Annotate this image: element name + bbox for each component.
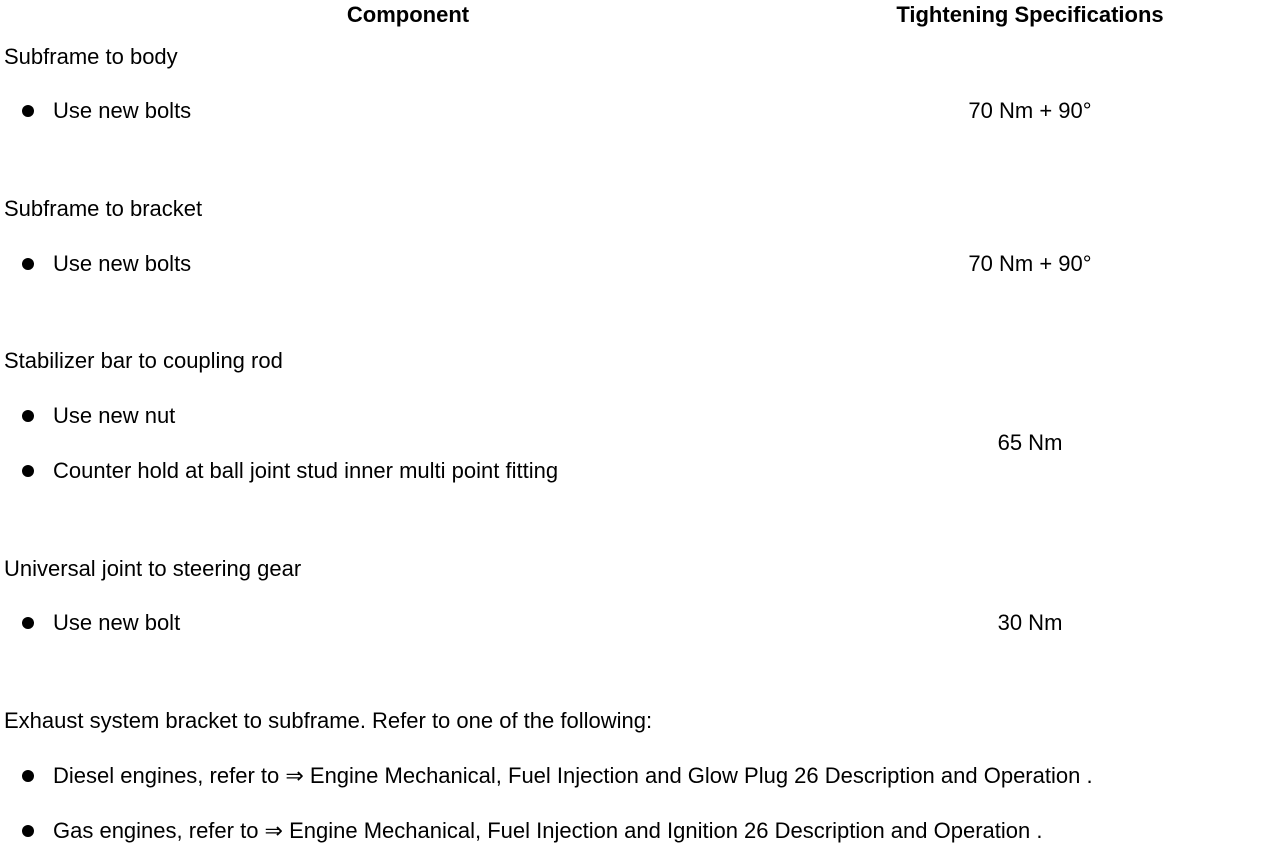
list-item-label: Gas engines, refer to ⇒ Engine Mechanical, Fuel Injection and Ignition 26 Description and Operation . xyxy=(53,818,1043,843)
tightening-spec: 70 Nm + 90° xyxy=(968,98,1092,123)
list-item xyxy=(22,609,180,637)
list-item xyxy=(22,402,175,430)
bullet-icon xyxy=(22,258,34,270)
list-item xyxy=(22,457,558,485)
bullet-icon xyxy=(22,617,34,629)
row-title: Universal joint to steering gear xyxy=(4,556,302,581)
bullet-icon xyxy=(22,105,34,117)
tightening-spec: 30 Nm xyxy=(997,610,1063,635)
list-item-label: Diesel engines, refer to ⇒ Engine Mechanical, Fuel Injection and Glow Plug 26 Description and Operation . xyxy=(53,763,1093,788)
bullet-icon xyxy=(22,465,34,477)
tightening-spec: 70 Nm + 90° xyxy=(968,251,1092,276)
list-item-label: Use new bolts xyxy=(53,98,192,123)
specifications-column-header: Tightening Specifications xyxy=(896,2,1164,27)
bullet-icon xyxy=(22,825,34,837)
list-item-label: Counter hold at ball joint stud inner multi point fitting xyxy=(53,458,559,483)
bullet-icon xyxy=(22,410,34,422)
list-item xyxy=(22,250,191,278)
list-item xyxy=(22,97,191,125)
list-item-label: Use new bolts xyxy=(53,251,192,276)
row-title: Stabilizer bar to coupling rod xyxy=(4,348,283,373)
list-item-label: Use new bolt xyxy=(53,610,181,635)
tightening-spec: 65 Nm xyxy=(997,430,1063,455)
row-title: Subframe to bracket xyxy=(4,196,203,221)
component-column-header: Component xyxy=(346,2,470,27)
list-item-label: Use new nut xyxy=(53,403,176,428)
bullet-icon xyxy=(22,770,34,782)
list-item xyxy=(22,817,1042,845)
row-title: Exhaust system bracket to subframe. Refer to one of the following: xyxy=(4,708,653,733)
row-title: Subframe to body xyxy=(4,44,178,69)
list-item xyxy=(22,762,1093,790)
